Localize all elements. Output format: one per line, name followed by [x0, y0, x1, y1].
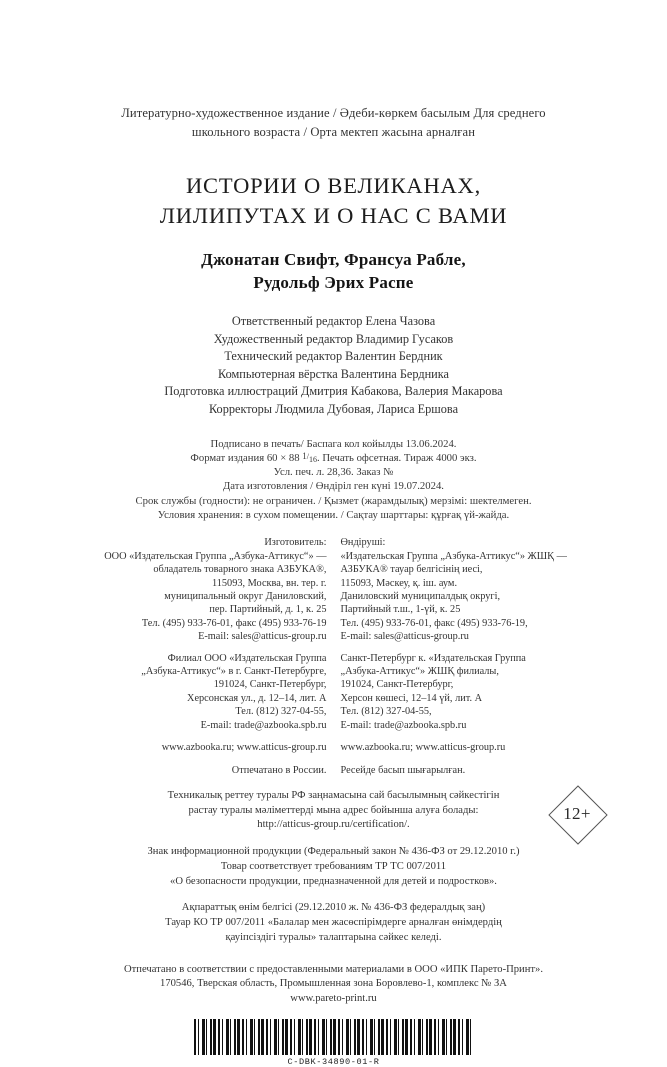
certification-block: [95, 789, 572, 833]
barcode-block: [95, 1019, 572, 1067]
branch-kz-line-3: 191024, Санкт-Петербург,: [340, 679, 454, 691]
branch-kz-line-2: „Азбука-Аттикус“» ЖШҚ филиалы,: [340, 666, 499, 677]
branch-ru-line-3: 191024, Санкт-Петербург,: [213, 679, 327, 691]
series-line-ru-kz: Литературно-художественное издание / Әдеби-көркем басылым: [121, 106, 471, 120]
editorial-credits: [95, 313, 572, 419]
publisher-kz-email[interactable]: E-mail: sales@atticus-group.ru: [340, 631, 469, 643]
publisher-ru-line-3: 115093, Москва, вн. тер. г.: [211, 577, 327, 589]
publisher-ru-line-4: муниципальный округ Даниловский,: [164, 590, 327, 602]
legal-ru-line-3: «О безопасности продукции, предназначенной для детей и подростков».: [170, 875, 497, 887]
publisher-kz-line-2: АЗБУКА® тауар белгісінің иесі,: [340, 564, 483, 576]
credit-art-editor: Художественный редактор Владимир Гусаков: [213, 331, 454, 346]
imprint-signed-to-print: Подписано в печать/ Баспага кол койылды 13.06.2024.: [210, 437, 457, 450]
legal-ru-line-1: Знак информационной продукции (Федеральный закон № 436-ФЗ от 29.12.2010 г.): [147, 845, 520, 857]
branch-kz-line-4: Херсон көшесі, 12–14 үй, лит. А: [340, 692, 483, 704]
fraction-numerator: 1: [302, 451, 307, 462]
certification-url[interactable]: http://atticus-group.ru/certification/.: [257, 819, 410, 831]
website-left[interactable]: www.azbooka.ru; www.atticus-group.ru: [161, 742, 327, 754]
manufacturer-header-kz: Өндіруші:: [340, 537, 386, 549]
barcode-number: C-DBK-34890-01-R: [287, 1056, 380, 1067]
printed-in-russia-kz: Ресейде басып шығарылған.: [340, 765, 466, 777]
publisher-kz-line-1: «Издательская Группа „Азбука-Аттикус“» ЖШҚ —: [340, 550, 567, 562]
branch-kz-phone: Тел. (812) 327-04-55,: [340, 706, 432, 718]
publisher-kz-phone: Тел. (495) 933-76-01, факс (495) 933-76-19,: [340, 617, 528, 629]
website-row: [95, 741, 572, 755]
branch-ru-phone: Тел. (812) 327-04-55,: [235, 706, 327, 718]
branch-ru-line-2: „Азбука-Аттикус“» в г. Санкт-Петербурге,: [141, 666, 327, 677]
page-title: [95, 171, 572, 231]
printer-line-2: 170546, Тверская область, Промышленная зона Боровлево-1, комплекс № ЗА: [160, 978, 507, 990]
imprint-storage-conditions: Условия хранения: в сухом помещении. / Сақтау шарттары: құрғақ үй-жайда.: [157, 509, 510, 522]
barcode-image: [194, 1019, 474, 1055]
imprint-manufacture-date: Дата изготовления / Өндіріл ген күні 19.07.2024.: [223, 480, 444, 493]
printer-website[interactable]: www.pareto-print.ru: [290, 993, 377, 1004]
publisher-ru-line-2: обладатель товарного знака АЗБУКА®,: [153, 564, 327, 576]
publisher-kz-line-3: 115093, Мәскеу, қ. іш. аум.: [340, 577, 458, 589]
book-title-line-2: ЛИЛИПУТАХ И О НАС С ВАМИ: [159, 203, 508, 228]
publisher-column-russian: [95, 536, 327, 732]
authors-block: [95, 248, 572, 294]
publisher-kz-spacer: [341, 644, 573, 652]
imprint-format-prefix: Формат издания 60 × 88: [190, 451, 303, 464]
credit-managing-editor: Ответственный редактор Елена Чазова: [231, 314, 436, 328]
series-block: [95, 0, 572, 142]
legal-kz-line-3: қауіпсіздігі туралы» талаптарына сәйкес келеді.: [225, 931, 442, 943]
branch-kz-line-1: Санкт-Петербург к. «Издательская Группа: [340, 652, 526, 664]
legal-block-russian: [95, 844, 572, 889]
publisher-ru-email[interactable]: E-mail: sales@atticus-group.ru: [198, 631, 327, 643]
website-right[interactable]: www.azbooka.ru; www.atticus-group.ru: [340, 742, 506, 754]
imprint-block: [95, 437, 572, 523]
legal-block-kazakh: [95, 900, 572, 945]
legal-ru-line-2: Товар соответствует требованиям ТР ТС 007/2011: [220, 860, 447, 872]
branch-kz-email[interactable]: E-mail: trade@azbooka.spb.ru: [340, 719, 467, 731]
certification-line-1: Техникалық реттеу туралы РФ заңнамасына сай басылымның сәйкестігін: [167, 790, 500, 802]
imprint-service-life: Срок службы (годности): не ограничен. / Қызмет (жарамдылық) мерзімі: шектелмеген.: [135, 494, 532, 507]
publisher-ru-line-5: пер. Партийный, д. 1, к. 25: [209, 604, 327, 616]
legal-kz-line-1: Ақпараттық өнім белгісі (29.12.2010 ж. № 436-ФЗ федералдық заң): [181, 901, 486, 913]
authors-line-2: Рудольф Эрих Распе: [253, 273, 414, 292]
age-rating-badge: [549, 786, 605, 842]
credit-illustration-prep: Подготовка иллюстраций Дмитрия Кабакова, Валерия Макарова: [164, 384, 503, 399]
authors-line-1: Джонатан Свифт, Франсуа Рабле,: [201, 250, 466, 269]
imprint-format-line: [95, 451, 572, 465]
imprint-format-suffix: . Печать офсетная. Тираж 4000 экз.: [316, 451, 477, 464]
publisher-column-kazakh: [341, 536, 573, 732]
publisher-columns: [95, 536, 572, 732]
publisher-kz-line-5: Партийный т.ш., 1-үй, к. 25: [340, 604, 461, 616]
branch-ru-line-4: Херсонская ул., д. 12–14, лит. А: [187, 692, 327, 704]
age-rating-label: 12+: [563, 804, 591, 823]
credit-technical-editor: Технический редактор Валентин Бердник: [224, 349, 443, 364]
printer-line-1: Отпечатано в соответствии с предоставленными материалами в ООО «ИПК Парето-Принт».: [124, 963, 543, 975]
imprint-sheets-order: Усл. печ. л. 28,36. Заказ №: [273, 466, 394, 479]
branch-ru-email[interactable]: E-mail: trade@azbooka.spb.ru: [200, 719, 327, 731]
legal-kz-line-2: Тауар КО ТР 007/2011 «Балалар мен жасөспірімдерге арналған өнімдердің: [165, 916, 502, 928]
publisher-ru-phone: Тел. (495) 933-76-01, факс (495) 933-76-19: [141, 617, 327, 629]
credit-layout: Компьютерная вёрстка Валентина Бердника: [218, 366, 449, 381]
branch-ru-line-1: Филиал ООО «Издательская Группа: [167, 652, 327, 664]
printed-in-russia-ru: Отпечатано в России.: [231, 765, 327, 777]
printing-house-block: [95, 963, 572, 1007]
publisher-ru-spacer: [95, 644, 327, 652]
imprint-format-fraction: $1/_{16}$: [302, 451, 317, 465]
publisher-ru-line-1: ООО «Издательская Группа „Азбука-Аттикус“» —: [104, 550, 327, 562]
audience-line-ru-kz: Для среднего школьного возраста / Орта мектеп жасына арналған: [191, 106, 546, 139]
publisher-kz-line-4: Даниловский муниципалдық округі,: [340, 590, 501, 602]
certification-line-2: растау туралы мәліметтерді мына адрес бойынша алуға болады:: [188, 804, 479, 816]
fraction-denominator: 16: [308, 455, 317, 465]
book-title-line-1: ИСТОРИИ О ВЕЛИКАНАХ,: [185, 173, 482, 198]
manufacturer-header-ru: Изготовитель:: [264, 537, 327, 549]
printed-in-row: [95, 764, 572, 778]
credit-proofreaders: Корректоры Людмила Дубовая, Лариса Ершова: [208, 401, 459, 416]
